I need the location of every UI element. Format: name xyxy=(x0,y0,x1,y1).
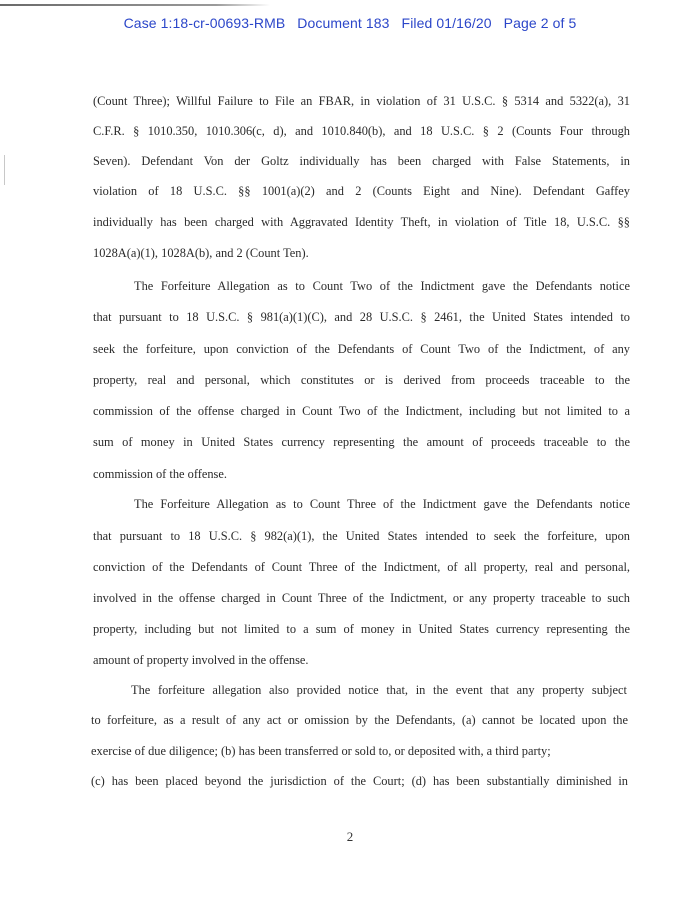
text-line: involved in the offense charged in Count Three of the Indictment, or any property traceable to such xyxy=(93,591,630,605)
text-line: violation of 18 U.S.C. §§ 1001(a)(2) and 2 (Counts Eight and Nine). Defendant Gaffey xyxy=(93,184,630,198)
text-line: The forfeiture allegation also provided notice that, in the event that any property subject xyxy=(131,683,627,697)
text-line: seek the forfeiture, upon conviction of the Defendants of Count Two of the Indictment, of any xyxy=(93,342,630,356)
page-indicator: Page 2 of 5 xyxy=(503,15,577,31)
text-line: property, including but not limited to a sum of money in United States currency representing the xyxy=(93,622,630,636)
text-line: (c) has been placed beyond the jurisdiction of the Court; (d) has been substantially diminished in xyxy=(91,774,628,788)
ecf-case-header xyxy=(0,15,700,31)
text-line: property, real and personal, which constitutes or is derived from proceeds traceable to the xyxy=(93,373,630,387)
scan-edge-rule xyxy=(0,4,270,6)
text-line: Seven). Defendant Von der Goltz individually has been charged with False Statements, in xyxy=(93,154,630,168)
text-line: commission of the offense. xyxy=(93,467,227,481)
page-number: 2 xyxy=(346,829,354,844)
document-number: Document 183 xyxy=(297,15,390,31)
text-line: The Forfeiture Allegation as to Count Two of the Indictment gave the Defendants notice xyxy=(134,279,630,293)
text-line: (Count Three); Willful Failure to File an FBAR, in violation of 31 U.S.C. § 5314 and 5322(a), 31 xyxy=(93,94,630,108)
text-line: C.F.R. § 1010.350, 1010.306(c, d), and 1010.840(b), and 18 U.S.C. § 2 (Counts Four through xyxy=(93,124,630,138)
text-line: amount of property involved in the offense. xyxy=(93,653,309,667)
text-line: that pursuant to 18 U.S.C. § 982(a)(1), the United States intended to seek the forfeiture, upon xyxy=(93,529,630,543)
text-line: to forfeiture, as a result of any act or omission by the Defendants, (a) cannot be located upon the xyxy=(91,713,628,727)
text-line: The Forfeiture Allegation as to Count Three of the Indictment gave the Defendants notice xyxy=(134,497,630,511)
text-line: conviction of the Defendants of Count Three of the Indictment, of all property, real and personal, xyxy=(93,560,630,574)
case-number: Case 1:18-cr-00693-RMB xyxy=(123,15,286,31)
text-line: that pursuant to 18 U.S.C. § 981(a)(1)(C), and 28 U.S.C. § 2461, the United States intended to xyxy=(93,310,630,324)
scan-margin-mark xyxy=(4,155,5,185)
text-line: 1028A(a)(1), 1028A(b), and 2 (Count Ten). xyxy=(93,246,309,260)
text-line: sum of money in United States currency representing the amount of proceeds traceable to the xyxy=(93,435,630,449)
text-line: commission of the offense charged in Count Two of the Indictment, including but not limited to a xyxy=(93,404,630,418)
text-line: individually has been charged with Aggravated Identity Theft, in violation of Title 18, U.S.C. §§ xyxy=(93,215,630,229)
filed-date: Filed 01/16/20 xyxy=(401,15,492,31)
text-line: exercise of due diligence; (b) has been transferred or sold to, or deposited with, a third party; xyxy=(91,744,551,758)
